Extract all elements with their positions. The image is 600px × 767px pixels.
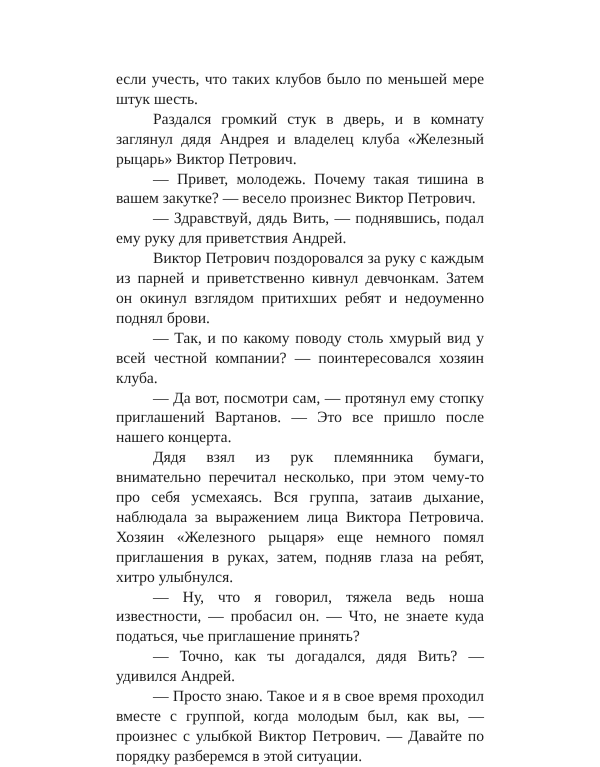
paragraph-continuation: если учесть, что таких клубов было по меньшей мере штук шесть. — [116, 71, 484, 108]
dialogue-paragraph: — Ну, что я говорил, тяжела ведь ноша известности, — пробасил он. — Что, не знаете куда податься, чье приглашение принять? — [116, 588, 484, 646]
dialogue-paragraph: — Просто знаю. Такое и я в свое время проходил вместе с группой, когда молодым был, как вы, — произнес с улыбкой Виктор Петрович. — Давайте по порядку разберемся в этой ситуации. — [116, 688, 484, 765]
dialogue-paragraph: — Привет, молодежь. Почему такая тишина в вашем закутке? — весело произнес Виктор Петрович. — [116, 170, 484, 208]
paragraph: Раздался громкий стук в дверь, и в комнату заглянул дядя Андрея и владелец клуба «Железный рыцарь» Виктор Петрович. — [116, 110, 484, 168]
dialogue-paragraph: — Точно, как ты догадался, дядя Вить? — удивился Андрей. — [116, 648, 484, 686]
paragraph: Дядя взял из рук племянника бумаги, внимательно перечитал несколько, при этом чему-то про себя усмехаясь. Вся группа, затаив дыхание, наблюдала за выражением лица Виктора Петровича. Хозяин «Железного рыцаря» еще немного помял приглашения в руках, затем, подняв глаза на ребят, хитро улыбнулся. — [116, 449, 484, 586]
dialogue-paragraph: — Да вот, посмотри сам, — протянул ему стопку приглашений Вартанов. — Это все пришло после нашего концерта. — [116, 389, 484, 447]
dialogue-paragraph: — Так, и по какому поводу столь хмурый вид у всей честной компании? — поинтересовался хозяин клуба. — [116, 329, 484, 387]
book-page — [116, 70, 484, 767]
paragraph: Виктор Петрович поздоровался за руку с каждым из парней и приветственно кивнул девчонкам. Затем он окинул взглядом притихших ребят и недоуменно поднял брови. — [116, 250, 484, 327]
dialogue-paragraph: — Здравствуй, дядь Вить, — поднявшись, подал ему руку для приветствия Андрей. — [116, 210, 484, 248]
